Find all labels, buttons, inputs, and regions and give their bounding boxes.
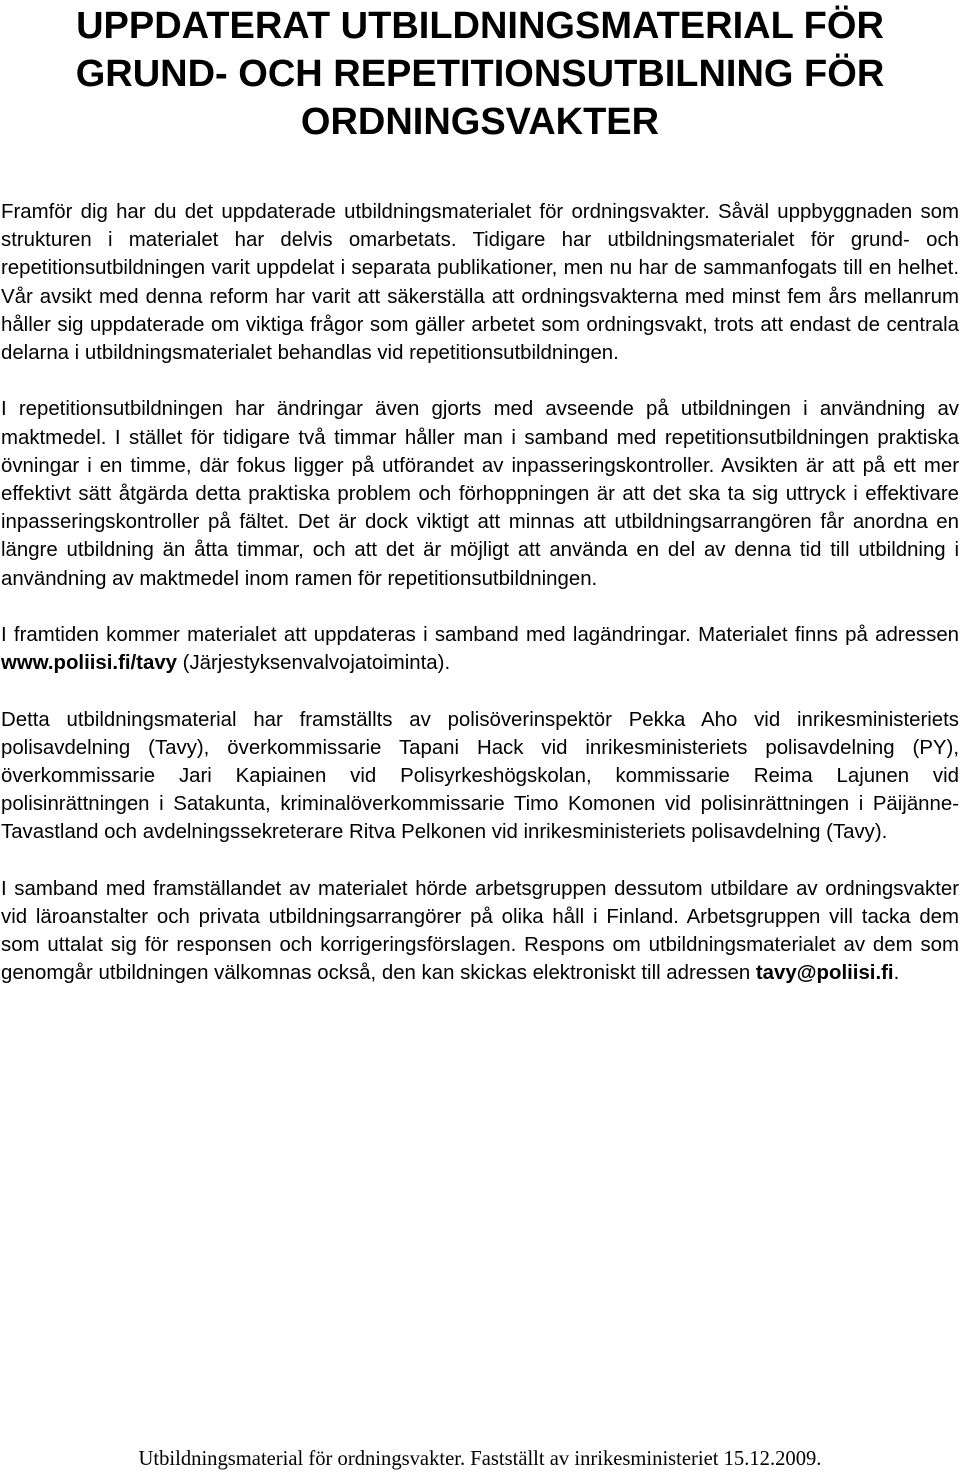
- title-line-2: GRUND- OCH REPETITIONSUTBILNING FÖR: [75, 53, 885, 95]
- paragraph-intro: Framför dig har du det uppdaterade utbildningsmaterialet för ordningsvakter. Såväl uppbyggnaden som strukturen i materialet har delvis omarbetats. Tidigare har utbildningsmaterialet för grund- och repetitionsutbildningen varit uppdelat i separata publikationer, men nu har de sammanfogats till en helhet. Vår avsikt med denna reform har varit att säkerställa att ordningsvakterna med minst fem års mellanrum håller sig uppdaterade om viktiga frågor som gäller arbetet som ordningsvakt, trots att endast de centrala delarna i utbildningsmaterialet behandlas vid repetitionsutbildningen.: [1, 201, 959, 365]
- paragraph-repetition: I repetitionsutbildningen har ändringar även gjorts med avseende på utbildningen i användning av maktmedel. I stället för tidigare två timmar håller man i samband med repetitionsutbildningen praktiska övningar i en timme, där fokus ligger på utförandet av inpasseringskontroller. Avsikten är att på ett mer effektivt sätt åtgärda detta praktiska problem och förhoppningen är att det ska ta sig uttryck i effektivare inpasseringskontroller på fältet. Det är dock viktigt att minnas att utbildningsarrangören får anordna en längre utbildning än åtta timmar, och att det är möjligt att använda en del av denna tid till utbildning i användning av maktmedel inom ramen för repetitionsutbildningen.: [1, 398, 959, 590]
- paragraph-updates: [1, 621, 959, 677]
- paragraph-authors: Detta utbildningsmaterial har framställts av polisöverinspektör Pekka Aho vid inrikesministeriets polisavdelning (Tavy), överkommissarie Tapani Hack vid inrikesministeriets polisavdelning (PY), överkommissarie Jari Kapiainen vid Polisyrkeshögskolan, kommissarie Reima Lajunen vid polisinrättningen i Satakunta, kriminalöverkommissarie Timo Komonen vid polisinrättningen i Päijänne-Tavastland och avdelningssekreterare Ritva Pelkonen vid inrikesministeriets polisavdelning (Tavy).: [1, 708, 959, 844]
- paragraph-updates-text: I framtiden kommer materialet att uppdateras i samband med lagändringar. Materialet finns på adressen: [1, 624, 959, 647]
- document-body: [1, 198, 959, 1016]
- paragraph-updates-suffix: (Järjestyksenvalvojatoiminta).: [177, 652, 451, 675]
- paragraph-feedback-text: I samband med framställandet av materialet hörde arbetsgruppen dessutom utbildare av ordningsvakter vid läroanstalter och privata utbildningsarrangörer på olika håll i Finland. Arbetsgruppen vill tacka dem som uttalat sig för responsen och korrigeringsförslagen. Respons om utbildningsmaterialet av dem som genomgår utbildningen välkomnas också, den kan skickas elektroniskt till adressen: [1, 877, 959, 985]
- title-line-3: ORDNINGSVAKTER: [300, 101, 660, 143]
- website-link[interactable]: www.poliisi.fi/tavy: [1, 652, 177, 675]
- paragraph-feedback: [1, 875, 959, 988]
- email-link[interactable]: tavy@poliisi.fi: [755, 962, 894, 985]
- title-line-1: UPPDATERAT UTBILDNINGSMATERIAL FÖR: [76, 5, 884, 47]
- document-title: [0, 2, 960, 146]
- paragraph-feedback-suffix: .: [893, 962, 900, 985]
- page-footer: Utbildningsmaterial för ordningsvakter. Fastställt av inrikesministeriet 15.12.2009.: [138, 1448, 822, 1470]
